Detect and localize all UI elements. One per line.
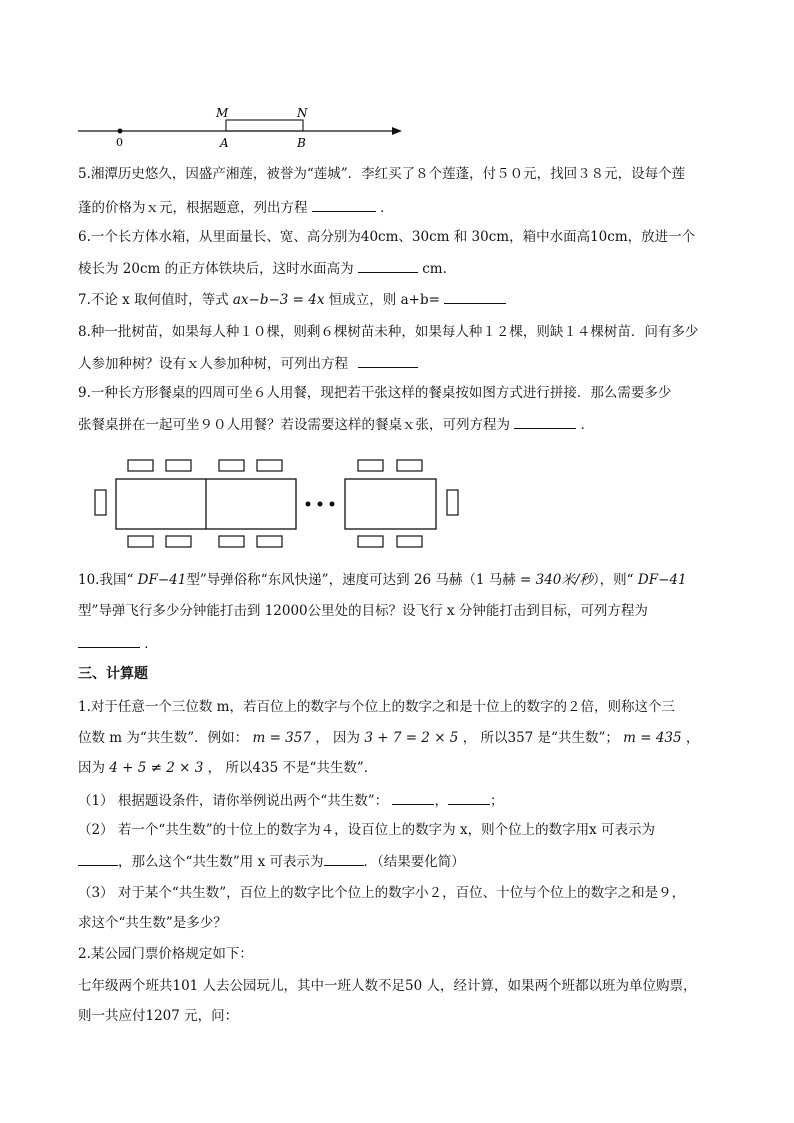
- c1-eq1: 3 + 7 = 2 × 5: [364, 730, 459, 746]
- answer-blank[interactable]: [78, 633, 140, 648]
- chair: [358, 460, 383, 471]
- c1-text: ，: [685, 730, 700, 746]
- c1-line1: 1.对于任意一个三位数 m，若百位上的数字与个位上的数字之和是十位上的数字的２倍，则称这个三: [78, 699, 675, 715]
- c1-eq2: 4 + 5 ≠ 2 × 3: [109, 760, 204, 776]
- answer-blank[interactable]: [358, 353, 418, 368]
- q6-unit: cm.: [422, 261, 447, 277]
- q5-end: ．: [380, 200, 394, 216]
- label-m: M: [216, 106, 229, 120]
- c1-text: 因为: [78, 760, 105, 776]
- c1-line3: [78, 758, 377, 778]
- chair: [128, 536, 153, 547]
- q10-model-1: DF−41: [137, 572, 187, 588]
- answer-blank[interactable]: [444, 289, 506, 304]
- q10-model-2: DF−41: [637, 572, 687, 588]
- c1-sub1-text: （1） 根据题设条件，请你举例说出两个“共生数”：: [78, 793, 389, 809]
- c1-text: ， 所以357 是“共生数”；: [462, 730, 619, 746]
- tables-figure: [88, 452, 468, 552]
- q6-line2: [78, 258, 447, 279]
- origin-point: [118, 129, 123, 134]
- q7-text2: 恒成立，则 a+b=: [328, 292, 440, 308]
- q9-line1: 9.一种长方形餐桌的四周可坐６人用餐，现把若干张这样的餐桌按如图方式进行拼接．那么需要多少: [78, 385, 672, 401]
- chair: [397, 536, 422, 547]
- answer-blank[interactable]: [448, 790, 490, 805]
- c2-line1: 2.某公园门票价格规定如下：: [78, 946, 253, 962]
- q9-text: 张餐桌拼在一起可坐９０人用餐？若设需要这样的餐桌ｘ张，可列方程为: [78, 417, 510, 433]
- c1-text: ， 因为: [315, 730, 361, 746]
- chair: [257, 460, 282, 471]
- q8-line1: 8.种一批树苗，如果每人种１０棵，则剩６棵树苗未种，如果每人种１２棵，则缺１４棵树苗．问有多少: [78, 324, 699, 340]
- c1-text: ， 所以435 不是“共生数”．: [207, 760, 378, 776]
- c1-m1: m = 357: [252, 730, 311, 746]
- c2-line2: 七年级两个班共101 人去公园玩儿，其中一班人数不足50 人，经计算，如果两个班都以班为单位购票，: [78, 978, 697, 994]
- c1-line2: [78, 728, 699, 748]
- c1-sub1: [78, 790, 503, 811]
- c1-m2: m = 435: [623, 730, 682, 746]
- q7-text: 7.不论 x 取何值时，等式: [78, 292, 233, 308]
- q10-text-c: ），则“: [592, 572, 638, 588]
- c1-sub3-line2: 求这个“共生数”是多少？: [78, 915, 227, 931]
- q9-line2: [78, 414, 594, 435]
- number-line-figure: [70, 100, 410, 152]
- chair: [397, 460, 422, 471]
- c1-sub2-line2: [78, 851, 465, 872]
- section-title: 三、计算题: [78, 666, 148, 682]
- q5-line2: [78, 197, 394, 218]
- q10-line1: [78, 570, 687, 590]
- chair: [219, 536, 244, 547]
- answer-blank[interactable]: [514, 414, 576, 429]
- segment-mn-rect: [226, 120, 303, 131]
- q5-text: 蓬的价格为ｘ元，根据题意，列出方程: [78, 200, 308, 216]
- q10-end: ．: [144, 636, 158, 652]
- c1-sub2-end: ．（结果要化简）: [363, 854, 465, 870]
- q7-line: [78, 289, 506, 310]
- q8-text: 人参加种树？设有ｘ人参加种树，可列出方程: [78, 356, 348, 372]
- answer-blank[interactable]: [312, 197, 376, 212]
- c2-line3: 则一共应付1207 元，问：: [78, 1008, 239, 1024]
- q10-text-a: 10.我国“: [78, 572, 138, 588]
- c1-sub2: （2） 若一个“共生数”的十位上的数字为４，设百位上的数字为 x，则个位上的数字用x 可表示为: [78, 822, 655, 838]
- label-n: N: [297, 106, 308, 120]
- q8-line2: [78, 353, 418, 374]
- chair: [166, 536, 191, 547]
- q10-line2: 型”导弹飞行多少分钟能打击到 12000公里处的目标？设飞行 x 分钟能打击到目标，可列方程为: [78, 603, 648, 619]
- q6-line1: 6.一个长方体水箱，从里面量长、宽、高分别为40cm、30cm 和 30cm，箱中水面高10cm，放进一个: [78, 229, 696, 245]
- c1-sub2-text: ，那么这个“共生数”用 x 可表示为: [118, 854, 324, 870]
- chair: [257, 536, 282, 547]
- label-b: B: [297, 136, 306, 150]
- chair: [95, 490, 106, 515]
- c1-text: 位数 m 为“共生数”．例如：: [78, 730, 249, 746]
- chair: [128, 460, 153, 471]
- answer-blank[interactable]: [392, 790, 434, 805]
- table-rect: [345, 479, 436, 529]
- q10-mach: = 340米/秒: [520, 572, 593, 588]
- q6-text: 棱长为 20cm 的正方体铁块后，这时水面高为: [78, 261, 354, 277]
- chair: [447, 490, 458, 515]
- chair: [219, 460, 244, 471]
- q10-text-b: 型”导弹俗称“东风快递”，速度可达到 26 马赫（1 马赫: [186, 572, 520, 588]
- q9-end: ．: [580, 417, 595, 433]
- c1-sub3: （3） 对于某个“共生数”，百位上的数字比个位上的数字小２，百位、十位与个位上的数字之和是９，: [78, 885, 686, 901]
- answer-blank[interactable]: [324, 851, 364, 866]
- c1-sub1-sep: ，: [434, 793, 448, 809]
- c1-sub1-end: ；: [489, 793, 504, 809]
- ellipsis-dots: [306, 502, 335, 507]
- label-zero: 0: [116, 136, 123, 149]
- answer-blank[interactable]: [358, 258, 418, 273]
- chair: [358, 536, 383, 547]
- label-a: A: [220, 136, 229, 150]
- q7-equation: ax−b−3 = 4x: [232, 292, 325, 308]
- arrow-icon: [392, 127, 402, 135]
- answer-blank[interactable]: [78, 851, 118, 866]
- q5-line1: 5.湘潭历史悠久，因盛产湘莲，被誉为“莲城”．李红买了８个莲蓬，付５０元，找回３８元，设每个莲: [78, 166, 686, 182]
- q10-line3: [78, 633, 158, 654]
- chair: [166, 460, 191, 471]
